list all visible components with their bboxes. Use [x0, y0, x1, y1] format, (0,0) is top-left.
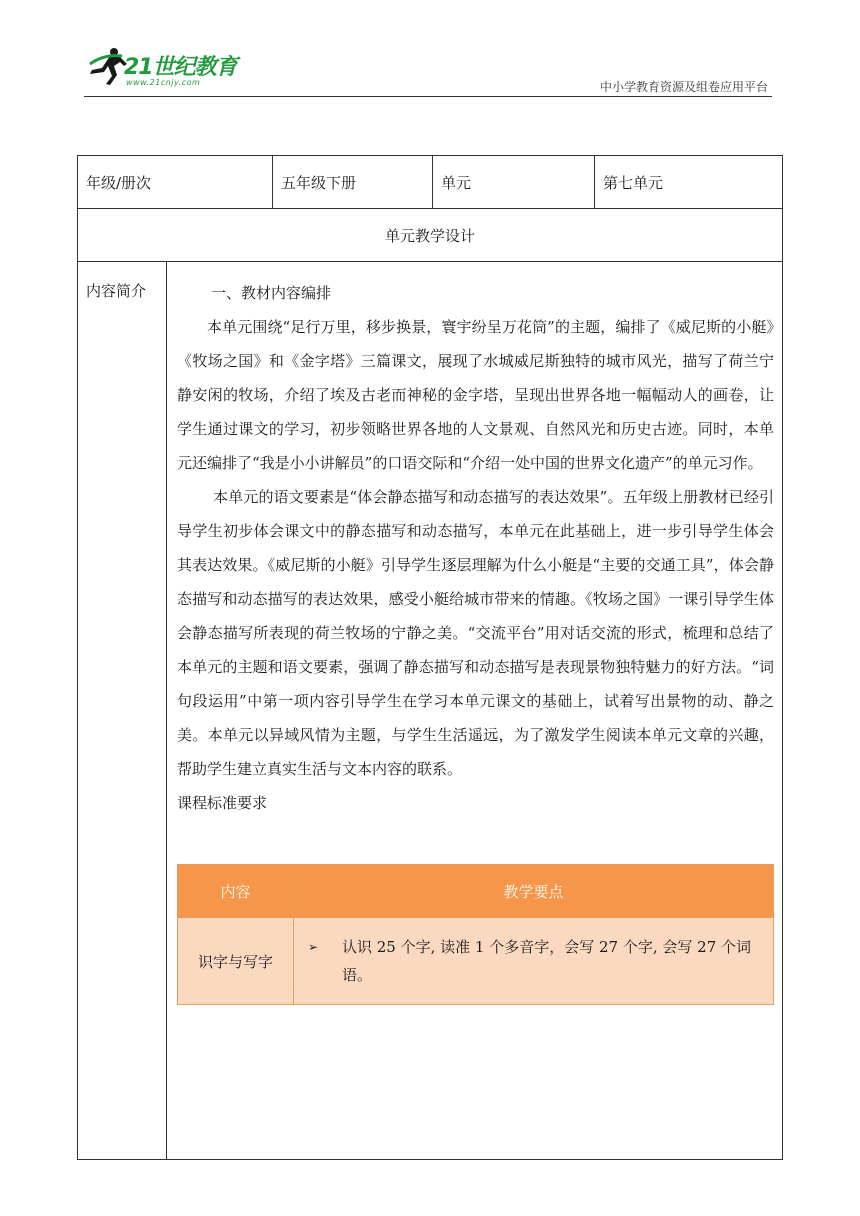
runner-logo-icon [84, 46, 128, 86]
standards-col-content: 内容 [178, 865, 294, 918]
grade-row [78, 156, 783, 209]
paragraph-2: 本单元的语文要素是“体会静态描写和动态描写的表达效果”。五年级上册教材已经引导学生初步体会课文中的静态描写和动态描写，本单元在此基础上，进一步引导学生体会其表达效果。《威尼斯的小艇》引导学生逐层理解为什么小艇是“主要的交通工具”，体会静态描写和动态描写的表达效果，感受小艇给城市带来的情趣。《牧场之国》一课引导学生体会静态描写所表现的荷兰牧场的宁静之美。“交流平台”用对话交流的形式，梳理和总结了本单元的主题和语文要素，强调了静态描写和动态描写是表现景物独特魅力的好方法。“词句段运用”中第一项内容引导学生在学习本单元课文的基础上，试着写出景物的动、静之美。本单元以异域风情为主题，与学生生活遥远，为了激发学生阅读本单元文章的兴趣，帮助学生建立真实生活与文本内容的联系。 [177, 488, 774, 778]
platform-name: 中小学教育资源及组卷应用平台 [599, 80, 768, 94]
unit-design-table [77, 155, 783, 1160]
logo-text: 21世纪教育 [124, 55, 237, 80]
arrow-bullet-icon: ➢ [308, 940, 319, 954]
header-divider [84, 96, 772, 97]
grade-value: 五年级下册 [273, 156, 433, 209]
table-title: 单元教学设计 [78, 209, 783, 262]
title-row [78, 209, 783, 262]
standards-row [178, 918, 774, 1005]
logo [84, 44, 254, 94]
standards-header-row [178, 865, 774, 918]
standards-heading: 课程标准要求 [177, 794, 268, 812]
content-row [78, 262, 783, 1160]
content-cell [167, 262, 783, 1160]
standards-row-label: 识字与写字 [178, 918, 294, 1005]
content-label: 内容简介 [78, 262, 167, 1160]
page-header [0, 0, 860, 100]
section-heading: 一、教材内容编排 [211, 284, 332, 302]
standards-row-cell [294, 918, 774, 1005]
logo-url: www.21cnjy.com [126, 78, 201, 87]
unit-value: 第七单元 [595, 156, 783, 209]
standards-col-points: 教学要点 [294, 865, 774, 918]
standards-row-text: 认识 25 个字, 读准 1 个多音字，会写 27 个字, 会写 27 个词语。 [342, 938, 752, 984]
paragraph-1: 本单元围绕“足行万里，移步换景，寰宇纷呈万花筒”的主题，编排了《威尼斯的小艇》《牧场之国》和《金字塔》三篇课文，展现了水城威尼斯独特的城市风光，描写了荷兰宁静安闲的牧场，介绍了埃及古老而神秘的金字塔，呈现出世界各地一幅幅动人的画卷，让学生通过课文的学习，初步领略世界各地的人文景观、自然风光和历史古迹。同时，本单元还编排了“我是小小讲解员”的口语交际和“介绍一处中国的世界文化遗产”的单元习作。 [177, 318, 774, 472]
grade-label: 年级/册次 [78, 156, 273, 209]
standards-table [177, 864, 774, 1005]
unit-label: 单元 [433, 156, 595, 209]
